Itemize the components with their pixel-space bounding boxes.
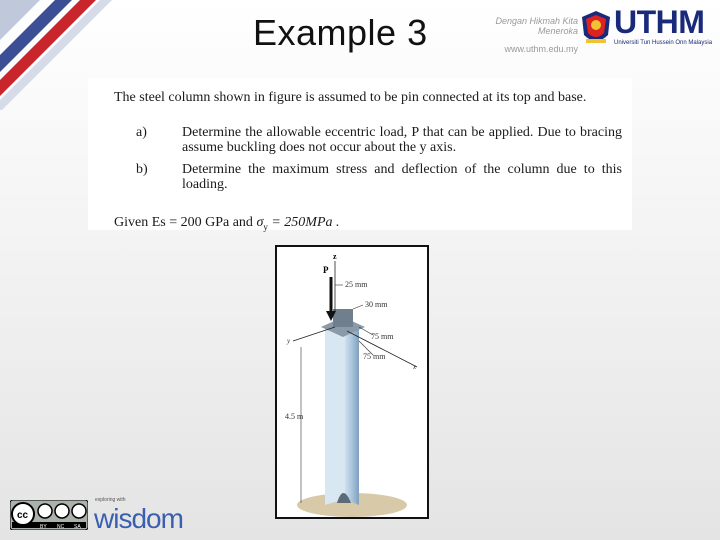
- university-crest-icon: [580, 9, 612, 47]
- problem-intro: The steel column shown in figure is assumed to be pin connected at its top and base.: [114, 90, 587, 105]
- university-logo-text: UTHM: [614, 4, 705, 40]
- sigma-subscript: y: [263, 221, 268, 232]
- dim-30-label: 30 mm: [365, 300, 388, 309]
- dim-75a-label: 75 mm: [371, 332, 394, 341]
- university-url: www.uthm.edu.my: [504, 44, 578, 54]
- item-b-text: Determine the maximum stress and deflection of the column due to this loading.: [182, 162, 622, 192]
- creative-commons-license-icon: [10, 500, 88, 530]
- item-a-label: a): [136, 125, 147, 140]
- axis-z-label: z: [333, 252, 337, 261]
- axis-x-label: x: [413, 363, 417, 371]
- item-b-label: b): [136, 162, 148, 177]
- header-text: [460, 16, 578, 54]
- license-sa: SA: [74, 524, 81, 530]
- dim-25-label: 25 mm: [345, 280, 368, 289]
- university-tagline: Dengan Hikmah Kita Meneroka: [495, 16, 578, 36]
- license-by: BY: [40, 524, 47, 530]
- svg-text:cc: cc: [17, 510, 29, 521]
- slide-title: Example 3: [253, 12, 428, 53]
- axis-y-label: y: [287, 337, 291, 345]
- problem-statement: [88, 78, 632, 230]
- load-label: P: [323, 265, 329, 275]
- dim-75b-label: 75 mm: [363, 352, 386, 361]
- sigma-symbol: σ: [256, 215, 264, 230]
- column-diagram: [277, 247, 427, 517]
- given-prefix: Given Es = 200 GPa and: [114, 215, 253, 230]
- university-logo-subtitle: Universiti Tun Hussein Onn Malaysia: [614, 40, 713, 46]
- license-nc: NC: [57, 524, 65, 530]
- given-values: [114, 215, 340, 235]
- given-value: = 250MPa .: [271, 215, 340, 230]
- wisdom-logo-text: wisdom: [94, 503, 183, 534]
- item-a-text: Determine the allowable eccentric load, P that can be applied. Due to bracing assume buckling does not occur about the y axis.: [182, 125, 622, 155]
- wisdom-tagline: exploring with: [95, 497, 126, 503]
- height-label: 4.5 m: [285, 412, 304, 421]
- column-figure: [275, 245, 429, 519]
